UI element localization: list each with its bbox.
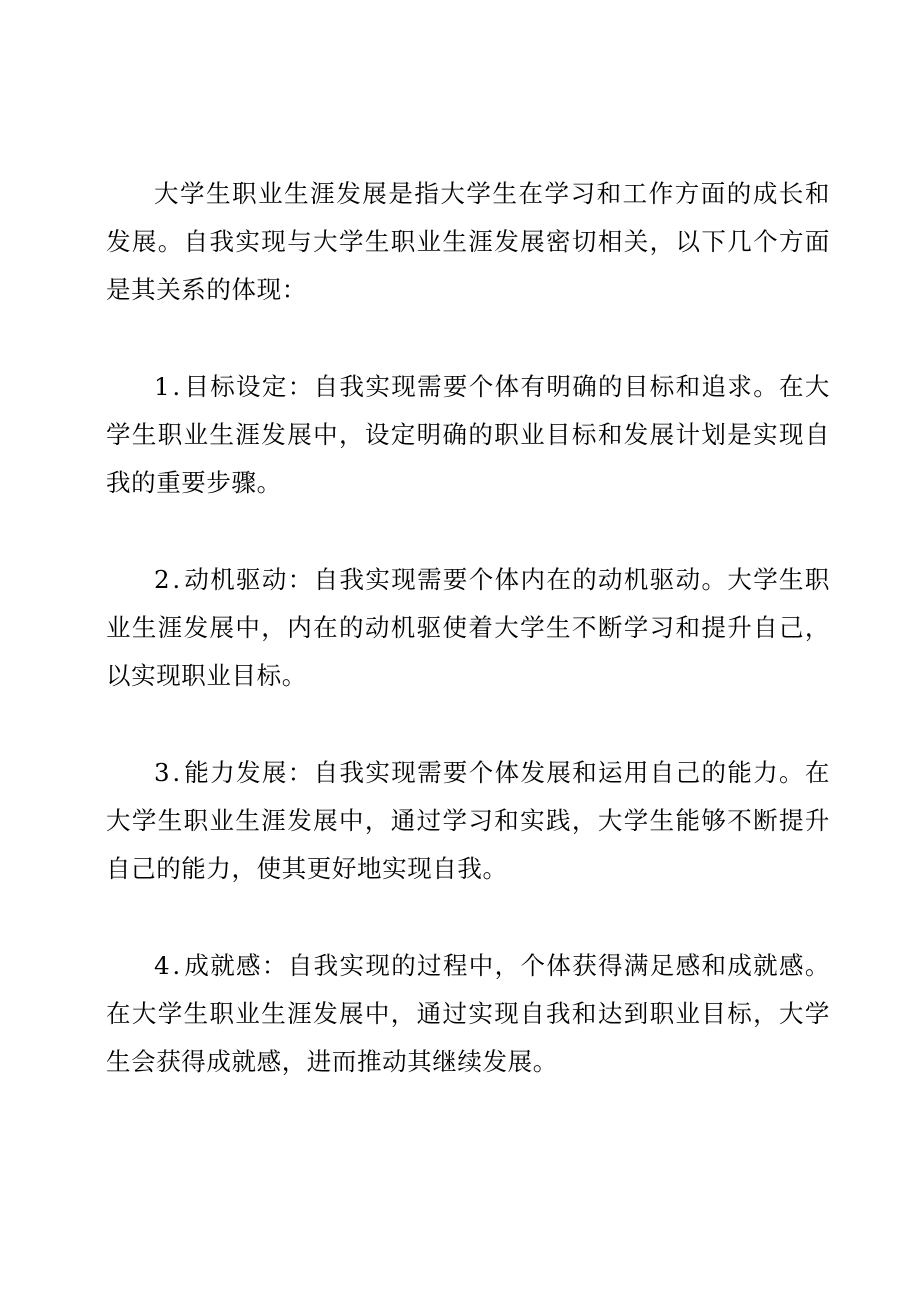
list-item-4 [106, 942, 830, 1086]
list-item-dot: . [172, 565, 181, 594]
list-item-text: 自我实现需要个体内在的动机驱动。大学生职业生涯发展中，内在的动机驱使着大学生不断学习和提升自己，以实现职业目标。 [106, 565, 831, 690]
list-item-dot: . [172, 758, 181, 787]
list-item-2 [106, 556, 830, 700]
list-item-number: 3 [154, 758, 170, 787]
list-item-text: 自我实现的过程中，个体获得满足感和成就感。在大学生职业生涯发展中，通过实现自我和达到职业目标，大学生会获得成就感，进而推动其继续发展。 [106, 951, 830, 1076]
list-item-heading: 动机驱动： [183, 565, 314, 594]
list-item-number: 4 [154, 951, 170, 980]
list-item-dot: . [172, 951, 181, 980]
list-item-1 [106, 363, 830, 507]
list-item-3 [106, 749, 830, 893]
list-item-dot: . [172, 372, 181, 401]
document-body [106, 170, 830, 1135]
list-item-text: 自我实现需要个体有明确的目标和追求。在大学生职业生涯发展中，设定明确的职业目标和发展计划是实现自我的重要步骤。 [106, 372, 831, 497]
list-item-heading: 成就感： [183, 951, 288, 980]
list-item-heading: 能力发展： [183, 758, 314, 787]
list-item-text: 自我实现需要个体发展和运用自己的能力。在大学生职业生涯发展中，通过学习和实践，大学生能够不断提升自己的能力，使其更好地实现自我。 [106, 758, 831, 883]
list-item-heading: 目标设定： [183, 372, 314, 401]
intro-paragraph: 大学生职业生涯发展是指大学生在学习和工作方面的成长和发展。自我实现与大学生职业生涯发展密切相关，以下几个方面是其关系的体现： [106, 179, 830, 304]
list-item-number: 2 [154, 565, 170, 594]
list-item-number: 1 [154, 372, 170, 401]
